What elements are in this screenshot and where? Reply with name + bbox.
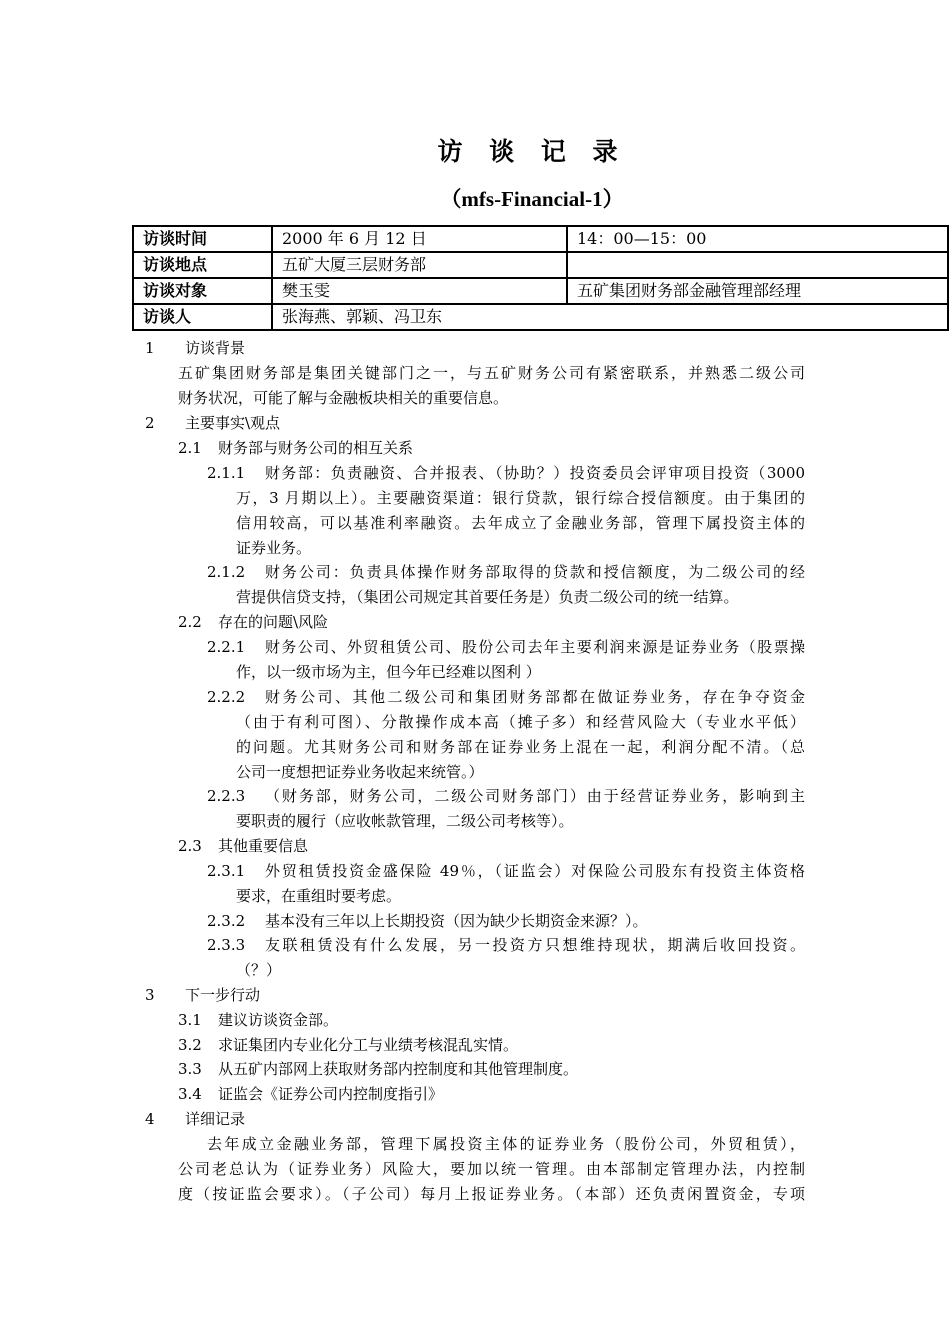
item-number: 2.2.2 [207, 688, 246, 706]
item-line: 营提供信贷支持，（集团公司规定其首要任务是）负责二级公司的统一结算。 [236, 588, 739, 606]
subsection-number: 2.2 [178, 613, 202, 631]
item-line: （由于有利可图）、分散操作成本高（摊子多）和经营风险大（专业水平低） [236, 713, 805, 731]
item-number: 2.2.1 [207, 638, 246, 656]
section-number: 2 [145, 414, 155, 432]
item-line: 证券业务。 [236, 539, 312, 557]
list-item-text: 建议访谈资金部。 [218, 1011, 339, 1029]
section-number: 3 [145, 986, 155, 1004]
section-title: 下一步行动 [185, 986, 261, 1004]
table-row [133, 226, 948, 252]
subsection-title: 财务部与财务公司的相互关系 [218, 439, 414, 457]
interview-time: 14：00—15：00 [567, 226, 948, 252]
document-subtitle: （mfs-Financial-1） [440, 187, 624, 211]
item-line: 财务公司、其他二级公司和集团财务部都在做证券业务，存在争夺资金 [265, 688, 805, 706]
item-line: 外贸租赁投资金盛保险 49％，（证监会）对保险公司股东有投资主体资格 [265, 862, 805, 880]
item-line: 要职责的履行（应收帐款管理，二级公司考核等）。 [236, 812, 574, 830]
section-title: 访谈背景 [185, 339, 246, 357]
subsection-title: 其他重要信息 [218, 837, 309, 855]
paragraph-line: 五矿集团财务部是集团关键部门之一，与五矿财务公司有紧密联系，并熟悉二级公司 [178, 364, 805, 382]
list-item-text: 证监会《证券公司内控制度指引》 [218, 1085, 444, 1103]
list-item-number: 3.1 [178, 1011, 202, 1029]
paragraph-line: 度（按证监会要求）。（子公司）每月上报证券业务。（本部）还负责闲置资金，专项 [178, 1185, 805, 1203]
row-label: 访谈人 [133, 304, 272, 330]
subsection-heading [178, 834, 308, 859]
section-title: 详细记录 [185, 1110, 246, 1128]
section-heading [145, 411, 280, 436]
interview-location: 五矿大厦三层财务部 [272, 252, 567, 278]
list-item [178, 1057, 578, 1082]
item-number: 2.3.1 [207, 862, 246, 880]
item-line: 友联租赁没有什么发展，另一投资方只想维持现状，期满后收回投资。 [265, 936, 805, 954]
list-item [178, 1033, 518, 1058]
row-label: 访谈对象 [133, 278, 272, 304]
item-line: 财务公司：负责具体操作财务部取得的贷款和授信额度，为二级公司的经 [265, 563, 805, 581]
subsection-number: 2.3 [178, 837, 202, 855]
interview-info-table [132, 225, 949, 331]
item-line: 万，3 月期以上）。主要融资渠道：银行贷款，银行综合授信额度。由于集团的 [236, 489, 805, 507]
list-item-number: 3.3 [178, 1060, 202, 1078]
item-number: 2.3.2 [207, 912, 246, 930]
item-line: 信用较高，可以基准利率融资。去年成立了金融业务部，管理下属投资主体的 [236, 514, 805, 532]
subsection-number: 2.1 [178, 439, 202, 457]
section-heading [145, 983, 260, 1008]
item-number: 2.1.2 [207, 563, 246, 581]
list-item-text: 从五矿内部网上获取财务部内控制度和其他管理制度。 [218, 1060, 579, 1078]
list-item-text: 求证集团内专业化分工与业绩考核混乱实情。 [218, 1036, 519, 1054]
item-number: 2.1.1 [207, 464, 246, 482]
row-label: 访谈时间 [133, 226, 272, 252]
item-line: 作，以一级市场为主，但今年已经难以图利 ） [236, 663, 541, 681]
paragraph-line: 财务状况，可能了解与金融板块相关的重要信息。 [178, 389, 509, 407]
item-line: 的问题。尤其财务公司和财务部在证券业务上混在一起，利润分配不清。（总 [236, 738, 805, 756]
item-line: 财务部：负责融资、合并报表、（协助？）投资委员会评审项目投资（3000 [265, 464, 805, 482]
subsection-title: 存在的问题\风险 [218, 613, 329, 631]
list-item-number: 3.2 [178, 1036, 202, 1054]
section-heading [145, 336, 245, 361]
table-row [133, 278, 948, 304]
section-number: 1 [145, 339, 155, 357]
interviewee-title: 五矿集团财务部金融管理部经理 [567, 278, 948, 304]
subsection-heading [178, 436, 413, 461]
row-label: 访谈地点 [133, 252, 272, 278]
document-title: 访 谈 记 录 [437, 137, 627, 166]
subsection-heading [178, 610, 328, 635]
table-row [133, 252, 948, 278]
list-item [178, 1008, 338, 1033]
paragraph-line: 去年成立金融业务部，管理下属投资主体的证券业务（股份公司，外贸租赁）， [207, 1135, 805, 1153]
section-title: 主要事实\观点 [185, 414, 281, 432]
section-heading [145, 1107, 245, 1132]
item-line: 要求，在重组时要考虑。 [236, 887, 402, 905]
table-row [133, 304, 948, 330]
list-item-number: 3.4 [178, 1085, 202, 1103]
section-number: 4 [145, 1110, 155, 1128]
item-number: 2.3.3 [207, 936, 246, 954]
interviewee-name: 樊玉雯 [272, 278, 567, 304]
item-line: 公司一度想把证券业务收起来统管。） [236, 763, 484, 781]
item-line: 财务公司、外贸租赁公司、股份公司去年主要利润来源是证券业务（股票操 [265, 638, 805, 656]
item-line: （？） [236, 961, 282, 979]
list-item [178, 1082, 443, 1107]
item-line: （财务部，财务公司，二级公司财务部门）由于经营证券业务，影响到主 [265, 787, 805, 805]
paragraph-line: 公司老总认为（证券业务）风险大，要加以统一管理。由本部制定管理办法，内控制 [178, 1160, 805, 1178]
interview-date: 2000 年 6 月 12 日 [272, 226, 567, 252]
interviewers: 张海燕、郭颖、冯卫东 [272, 304, 948, 330]
empty-cell [567, 252, 948, 278]
item-number: 2.2.3 [207, 787, 246, 805]
item-line: 基本没有三年以上长期投资（因为缺少长期资金来源？）。 [265, 912, 648, 930]
